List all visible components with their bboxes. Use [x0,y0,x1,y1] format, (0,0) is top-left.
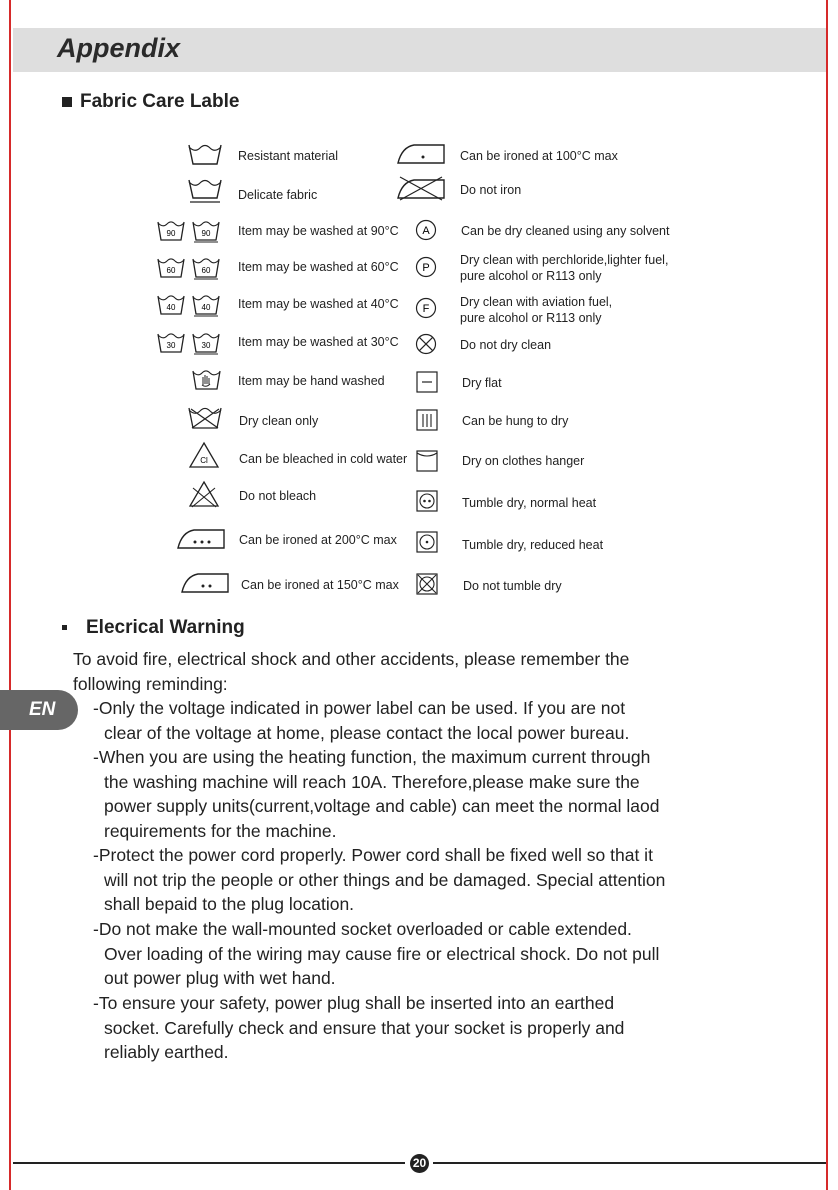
iron-3-dots-icon [176,526,226,550]
washtub-delicate-icon [187,177,223,205]
text-line: -Only the voltage indicated in power label can be used. If you are not [93,698,626,718]
wash-temp-text: 60 [201,266,211,275]
care-label: Can be dry cleaned using any solvent [461,224,670,238]
washtub-icon [187,142,223,166]
care-label: Tumble dry, normal heat [462,496,597,510]
no-iron-icon [396,175,446,201]
wash-temp-text: 30 [166,341,176,350]
dry-clean-only-icon [187,405,223,431]
text-line: clear of the voltage at home, please contact the local power bureau. [104,722,630,743]
warning-item [93,745,659,843]
care-label: Can be ironed at 200°C max [239,533,397,547]
care-label: Item may be washed at 90°C [238,224,399,238]
text-line: requirements for the machine. [104,820,337,841]
warning-item [93,991,624,1065]
electrical-warning-title: Elecrical Warning [86,617,245,638]
care-label: Delicate fabric [238,188,318,202]
wash-temp-text: 90 [201,229,211,238]
care-label: Do not tumble dry [463,579,562,593]
section-bullet-icon [62,97,72,107]
wash-temp-text: 60 [166,266,176,275]
bleach-symbol-text: Cl [200,456,208,465]
language-tab-label: EN [29,699,56,720]
care-label-multiline [460,294,612,326]
wash-temp-text: 30 [201,341,211,350]
wash-temp-text: 40 [201,303,211,312]
drip-dry-icon [416,409,438,431]
care-label: Can be bleached in cold water [239,452,408,466]
wash-60-icon [156,255,224,281]
footer-rule-left [13,1162,405,1164]
no-dry-clean-icon [415,333,437,355]
wash-40-icon [156,292,224,318]
care-label: Can be ironed at 150°C max [241,578,399,592]
iron-2-dots-icon [180,570,230,594]
text-line: out power plug with wet hand. [104,968,336,989]
care-label: Item may be washed at 40°C [238,297,399,311]
care-label: Dry clean only [239,414,319,428]
text-line: socket. Carefully check and ensure that your socket is properly and [104,1017,625,1038]
warning-item [93,843,665,917]
care-label: Item may be washed at 30°C [238,335,399,349]
page-title: Appendix [57,33,181,63]
wash-temp-text: 40 [166,303,176,312]
page-border-left [9,0,11,1190]
text-line: will not trip the people or other things and be damaged. Special attention [104,869,666,890]
no-bleach-icon [188,480,220,508]
electrical-intro [73,647,629,696]
dry-clean-f-icon [415,297,437,319]
care-label-line: pure alcohol or R113 only [460,269,602,283]
care-label-line: Dry clean with perchloride,lighter fuel, [460,253,669,267]
care-label: Do not bleach [239,489,317,503]
care-label: Item may be hand washed [238,374,385,388]
fabric-care-title: Fabric Care Lable [80,91,240,112]
bleach-icon [188,441,220,469]
footer-rule-right [433,1162,826,1164]
page-border-right [826,0,828,1190]
care-label: Can be ironed at 100°C max [460,149,618,163]
care-label: Dry on clothes hanger [462,454,585,468]
text-line: following reminding: [73,673,228,694]
text-line: the washing machine will reach 10A. Therefore,please make sure the [104,771,640,792]
care-label: Dry flat [462,376,502,390]
care-label-multiline [460,252,668,284]
iron-1-dot-icon [396,141,446,165]
dry-clean-p-icon [415,256,437,278]
dry-clean-letter: P [422,262,430,274]
text-line: -When you are using the heating function, the maximum current through [93,747,651,767]
care-label: Do not dry clean [460,338,552,352]
tumble-reduced-icon [416,531,438,553]
tumble-normal-icon [416,490,438,512]
wash-90-icon [156,218,224,244]
care-label-line: Dry clean with aviation fuel, [460,295,613,309]
dry-clean-a-icon [415,219,437,241]
dry-flat-icon [416,371,438,393]
language-tab [0,690,78,730]
text-line: To avoid fire, electrical shock and other accidents, please remember the [73,649,630,669]
hand-wash-icon [191,366,223,392]
care-label: Do not iron [460,183,522,197]
dry-clean-letter: A [422,225,430,237]
section-bullet-icon [62,625,67,630]
text-line: reliably earthed. [104,1042,229,1063]
wash-30-icon [156,330,224,356]
wash-temp-text: 90 [166,229,176,238]
text-line: shall bepaid to the plug location. [104,894,355,915]
text-line: -Protect the power cord properly. Power cord shall be fixed well so that it [93,845,653,865]
text-line: power supply units(current,voltage and cable) can meet the normal laod [104,796,660,817]
dry-clean-letter: F [422,303,430,315]
page-number: 20 [410,1154,429,1173]
care-label-line: pure alcohol or R113 only [460,311,602,325]
care-label: Tumble dry, reduced heat [462,538,604,552]
text-line: Over loading of the wiring may cause fire or electrical shock. Do not pull [104,943,660,964]
warning-item [93,917,659,991]
warning-item [93,696,629,745]
line-dry-icon [416,450,438,472]
text-line: -Do not make the wall-mounted socket overloaded or cable extended. [93,919,632,939]
no-tumble-icon [416,573,438,595]
care-label: Resistant material [238,149,339,163]
text-line: -To ensure your safety, power plug shall be inserted into an earthed [93,993,615,1013]
care-label: Can be hung to dry [462,414,569,428]
care-label: Item may be washed at 60°C [238,260,399,274]
